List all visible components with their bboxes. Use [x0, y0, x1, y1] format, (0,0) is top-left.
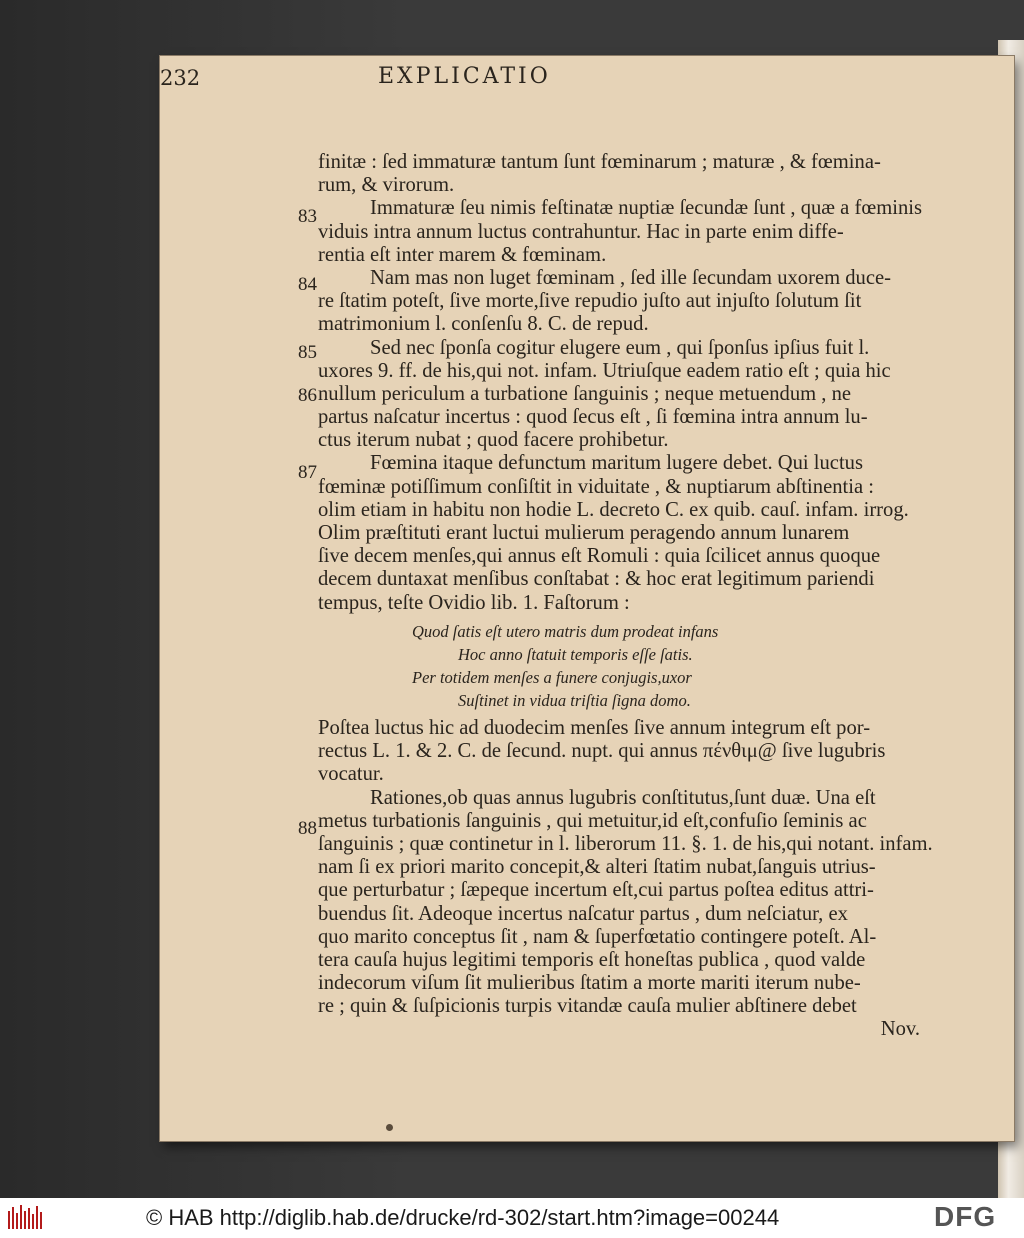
text-line: viduis intra annum luctus contrahuntur. Hac in parte enim diffe-	[318, 220, 844, 243]
footer-bar	[0, 1198, 1024, 1238]
text-line: nam ſi ex priori marito concepit,& alteri ſtatim nubat,ſanguis utrius-	[318, 856, 876, 879]
page-header	[160, 66, 720, 92]
poem-line: Quod ſatis eſt utero matris dum prodeat infans	[412, 622, 719, 641]
text-line: rectus L. 1. & 2. C. de ſecund. nupt. qui annus πένθιμ@ ſive lugubris	[318, 740, 886, 763]
text-line: rum, & virorum.	[318, 174, 455, 197]
page-number: 232	[160, 66, 201, 90]
text-line: Rationes,ob quas annus lugubris conſtitutus,ſunt duæ. Una eſt	[370, 786, 876, 809]
text-line: Sed nec ſponſa cogitur elugere eum , qui ſponſus ipſius fuit l.	[370, 336, 870, 359]
text-line: uxores 9. ff. de his,qui not. infam. Utriuſque eadem ratio eſt ; quia hic	[318, 359, 891, 382]
text-line: matrimonium l. conſenſu 8. C. de repud.	[318, 313, 649, 336]
copyright-link[interactable]: © HAB http://diglib.hab.de/drucke/rd-302/start.htm?image=00244	[146, 1205, 780, 1230]
poem-line: Per totidem menſes a funere conjugis,uxor	[412, 668, 692, 687]
body-text-top	[318, 151, 928, 615]
text-line: partus naſcatur incertus : quod ſecus eſt , ſi fœmina intra annum lu-	[318, 406, 868, 429]
margin-number: 88	[298, 818, 317, 839]
text-line: indecorum viſum ſit mulieribus ſtatim a morte mariti iterum nube-	[318, 972, 861, 995]
hab-logo-icon	[6, 1203, 46, 1233]
text-line: Olim præſtituti erant luctui mulierum peragendo annum lunarem	[318, 522, 850, 544]
ornament-dot	[386, 1124, 393, 1131]
catchword: Nov.	[880, 1018, 920, 1041]
text-line: finitæ : ſed immaturæ tantum ſunt fœminarum ; maturæ , & fœmina-	[318, 151, 881, 173]
text-line: fœminæ potiſſimum conſiſtit in viduitate , & nuptiarum abſtinentia :	[318, 475, 874, 498]
text-line: quo marito conceptus ſit , nam & ſuperfœtatio contingere poteſt. Al-	[318, 925, 877, 948]
text-line: re ; quin & ſuſpicionis turpis vitandæ cauſa mulier abſtinere debet	[318, 995, 857, 1018]
text-line: ſanguinis ; quæ continetur in l. liberorum 11. §. 1. de his,qui notant. infam.	[318, 832, 933, 855]
text-line: re ſtatim poteſt, ſive morte,ſive repudio juſto aut injuſto ſolutum ſit	[318, 290, 862, 313]
text-line: vocatur.	[318, 763, 384, 786]
text-line: metus turbationis ſanguinis , qui metuitur,id eſt,confuſio ſeminis ac	[318, 809, 867, 832]
poem-line: Suſtinet in vidua triſtia ſigna domo.	[458, 691, 691, 710]
text-line: olim etiam in habitu non hodie L. decreto C. ex quib. cauſ. infam. irrog.	[318, 498, 909, 521]
text-line: buendus ſit. Adeoque incertus naſcatur partus , dum neſciatur, ex	[318, 902, 848, 925]
running-head: EXPLICATIO	[378, 64, 551, 89]
margin-number: 85	[298, 342, 317, 363]
text-line: tera cauſa hujus legitimi temporis eſt honeſtas publica , quod valde	[318, 948, 866, 971]
text-line: Poſtea luctus hic ad duodecim menſes ſive annum integrum eſt por-	[318, 717, 871, 739]
text-line: Immaturæ ſeu nimis feſtinatæ nuptiæ ſecundæ ſunt , quæ a fœminis	[370, 197, 922, 220]
margin-number: 83	[298, 206, 317, 227]
margin-number: 86	[298, 385, 317, 406]
poem-line: Hoc anno ſtatuit temporis eſſe ſatis.	[458, 645, 693, 664]
text-line: que perturbatur ; ſæpeque incertum eſt,cui partus poſtea editus attri-	[318, 879, 874, 902]
text-line: nullum periculum a turbatione ſanguinis ; neque metuendum , ne	[318, 382, 852, 405]
body-text-bottom	[318, 717, 933, 1042]
margin-number: 84	[298, 274, 317, 295]
text-line: tempus, teſte Ovidio lib. 1. Faſtorum :	[318, 591, 630, 614]
ovid-quotation	[412, 620, 832, 712]
margin-number: 87	[298, 462, 317, 483]
text-line: Fœmina itaque defunctum maritum lugere debet. Qui luctus	[370, 452, 863, 475]
text-line: Nam mas non luget fœminam , ſed ille ſecundam uxorem duce-	[370, 266, 891, 289]
text-line: rentia eſt inter marem & fœminam.	[318, 243, 607, 266]
dfg-logo: DFG	[934, 1201, 997, 1232]
text-line: ſive decem menſes,qui annus eſt Romuli : quia ſcilicet annus quoque	[318, 545, 881, 568]
text-line: ctus iterum nubat ; quod facere prohibetur.	[318, 429, 669, 452]
text-line: decem duntaxat menſibus conſtabat : & hoc erat legitimum pariendi	[318, 568, 875, 591]
